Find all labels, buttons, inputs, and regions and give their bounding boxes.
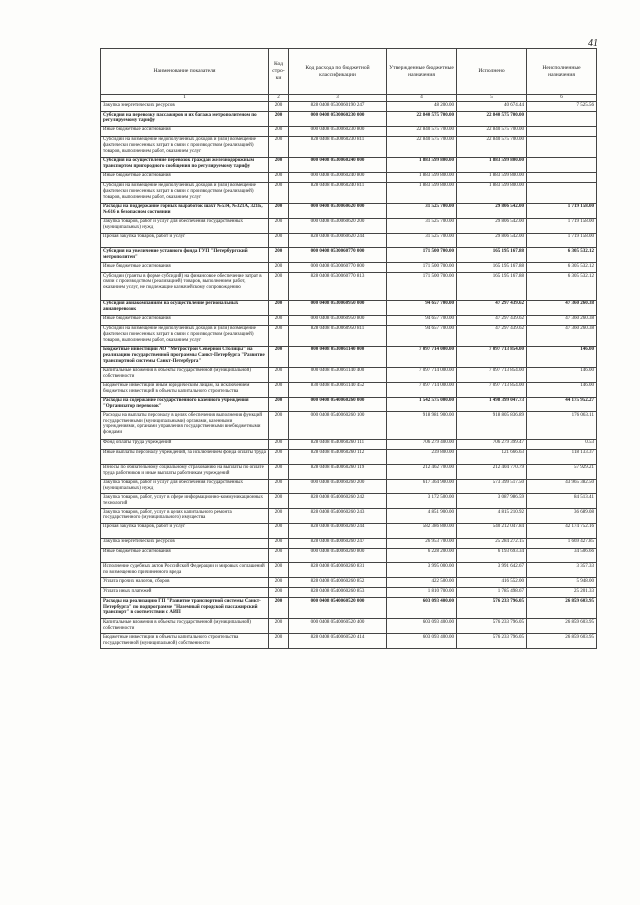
table-row — [101, 136, 597, 157]
cell-executed: 3 991 642.67 — [457, 563, 527, 578]
cell-budget-code: 828 0408 0540060520 414 — [289, 634, 387, 649]
cell-name: Субсидии на возмещение недополученных доходов и (или) возмещение фактически понесенных затрат в связи с производством (реализацией) товаров, выполнением работ, оказанием услуг — [101, 136, 269, 157]
cell-row-code: 200 — [269, 136, 289, 157]
cell-approved: 706 279 400.00 — [387, 439, 457, 449]
cell-budget-code: 000 0408 0540060260 800 — [289, 548, 387, 563]
cell-unexecuted: 118 133.37 — [527, 449, 597, 464]
cell-row-code: 200 — [269, 479, 289, 494]
cell-executed: 1 883 599 800.00 — [457, 157, 527, 172]
cell-budget-code: 000 0408 0530060240 000 — [289, 157, 387, 172]
table-row — [101, 325, 597, 346]
table-row — [101, 619, 597, 634]
cell-executed: 1 883 599 800.00 — [457, 182, 527, 203]
cell-budget-code: 828 0408 0540060260 852 — [289, 578, 387, 588]
cell-unexecuted: 36 689.08 — [527, 509, 597, 524]
cell-row-code: 200 — [269, 346, 289, 367]
cell-row-code: 200 — [269, 464, 289, 479]
cell-unexecuted: 25 201.33 — [527, 588, 597, 598]
table-row — [101, 182, 597, 203]
cell-name: Прочая закупка товаров, работ и услуг — [101, 523, 269, 538]
cell-budget-code: 828 0408 0540060260 853 — [289, 588, 387, 598]
table-row — [101, 248, 597, 263]
cell-row-code: 200 — [269, 248, 289, 263]
table-header-row — [101, 49, 597, 95]
cell-executed: 4 815 210.92 — [457, 509, 527, 524]
cell-approved: 6 228 200.00 — [387, 548, 457, 563]
cell-row-code: 200 — [269, 203, 289, 218]
cell-name: Фонд оплаты труда учреждений — [101, 439, 269, 449]
cell-approved: 31 525 700.00 — [387, 218, 457, 233]
cell-approved: 603 093 400.00 — [387, 634, 457, 649]
cell-budget-code: 000 0408 0530060230 800 — [289, 126, 387, 136]
cell-budget-code: 828 0408 0540060260 119 — [289, 464, 387, 479]
cell-approved: 239 800.00 — [387, 449, 457, 464]
cell-approved: 3 172 500.00 — [387, 494, 457, 509]
cell-name: Капитальные вложения в объекты государственной (муниципальной) собственности — [101, 367, 269, 382]
table-row — [101, 172, 597, 182]
cell-row-code: 200 — [269, 548, 289, 563]
table-row — [101, 598, 597, 619]
table-row — [101, 218, 597, 233]
cell-name: Субсидии (гранты в форме субсидий) на финансовое обеспечение затрат в связи с производством (реализацией) товаров, выполнением работ, оказанием услуг, не подлежащие казначейскому сопровождению — [101, 273, 269, 301]
cell-unexecuted: 5 948.00 — [527, 578, 597, 588]
cell-budget-code: 828 0408 0530060770 813 — [289, 273, 387, 301]
cell-approved: 1 883 599 800.00 — [387, 172, 457, 182]
cell-executed: 576 233 796.05 — [457, 634, 527, 649]
table-row — [101, 588, 597, 598]
table-row — [101, 412, 597, 440]
cell-approved: 7 097 714 000.00 — [387, 382, 457, 397]
cell-budget-code: 000 0408 0530060620 200 — [289, 218, 387, 233]
cell-executed: 165 195 167.88 — [457, 273, 527, 301]
cell-name: Иные бюджетные ассигнования — [101, 126, 269, 136]
cell-row-code: 200 — [269, 449, 289, 464]
cell-approved: 26 953 700.00 — [387, 538, 457, 548]
table-row — [101, 563, 597, 578]
cell-budget-code: 000 0408 0530060950 000 — [289, 300, 387, 315]
cell-name: Субсидия на увеличение уставного фонда ГУП "Петербургский метрополитен" — [101, 248, 269, 263]
cell-unexecuted: 0.53 — [527, 439, 597, 449]
table-row — [101, 449, 597, 464]
cell-row-code: 200 — [269, 367, 289, 382]
cell-unexecuted: 6 305 532.12 — [527, 273, 597, 301]
cell-executed: 576 233 796.05 — [457, 598, 527, 619]
cell-budget-code: 000 0408 0530060770 800 — [289, 263, 387, 273]
cell-approved: 22 840 575 700.00 — [387, 126, 457, 136]
cell-budget-code: 828 0408 0530060230 811 — [289, 136, 387, 157]
cell-executed: 47 297 439.62 — [457, 325, 527, 346]
cell-executed: 540 212 047.84 — [457, 523, 527, 538]
header-executed: Исполнено — [457, 49, 527, 95]
cell-budget-code: 828 0408 0540060260 242 — [289, 494, 387, 509]
cell-executed: 1 785 498.67 — [457, 588, 527, 598]
cell-unexecuted: 146.00 — [527, 367, 597, 382]
cell-name: Закупка энергетических ресурсов — [101, 538, 269, 548]
cell-unexecuted — [527, 157, 597, 172]
cell-approved: 1 883 599 800.00 — [387, 157, 457, 172]
table-row — [101, 346, 597, 367]
cell-row-code: 200 — [269, 578, 289, 588]
cell-executed: 1 883 599 800.00 — [457, 172, 527, 182]
cell-unexecuted — [527, 182, 597, 203]
cell-executed: 29 806 542.00 — [457, 233, 527, 248]
cell-unexecuted: 26 859 603.95 — [527, 634, 597, 649]
cell-row-code: 200 — [269, 172, 289, 182]
cell-budget-code: 000 0408 0530061140 000 — [289, 346, 387, 367]
cell-unexecuted: 176 063.11 — [527, 412, 597, 440]
cell-unexecuted: 26 859 603.95 — [527, 598, 597, 619]
cell-executed: 7 097 713 854.00 — [457, 382, 527, 397]
table-row — [101, 273, 597, 301]
cell-unexecuted: 6 305 532.12 — [527, 248, 597, 263]
cell-row-code: 200 — [269, 218, 289, 233]
cell-row-code: 200 — [269, 563, 289, 578]
cell-executed: 22 840 575 700.00 — [457, 136, 527, 157]
header-approved: Утвержденные бюджетные назначения — [387, 49, 457, 95]
cell-unexecuted: 47 360 260.38 — [527, 300, 597, 315]
cell-unexecuted: 1 719 158.00 — [527, 203, 597, 218]
table-row — [101, 464, 597, 479]
cell-budget-code: 000 0408 0530060230 000 — [289, 112, 387, 127]
table-row — [101, 397, 597, 412]
cell-unexecuted: 3 357.33 — [527, 563, 597, 578]
table-row — [101, 157, 597, 172]
cell-row-code: 200 — [269, 157, 289, 172]
cell-budget-code: 000 0408 0540060520 000 — [289, 598, 387, 619]
cell-approved: 918 981 900.00 — [387, 412, 457, 440]
cell-unexecuted: 44 175 952.27 — [527, 397, 597, 412]
cell-name: Закупка товаров, работ и услуг для обеспечения государственных (муниципальных) нужд — [101, 479, 269, 494]
cell-budget-code: 000 0408 0540060520 400 — [289, 619, 387, 634]
cell-unexecuted: 1 719 158.00 — [527, 233, 597, 248]
cell-unexecuted — [527, 112, 597, 127]
cell-executed: 3 087 986.59 — [457, 494, 527, 509]
cell-executed: 47 297 439.62 — [457, 300, 527, 315]
cell-unexecuted: 42 174 752.16 — [527, 523, 597, 538]
cell-name: Исполнение судебных актов Российской Федерации и мировых соглашений по возмещению причиненного вреда — [101, 563, 269, 578]
cell-approved: 7 097 714 000.00 — [387, 346, 457, 367]
cell-name: Расходы на выплаты персоналу в целях обеспечения выполнения функций государственными (муниципальными) органами, казенными учреждениями, органами управления государственными внебюджетными фондами — [101, 412, 269, 440]
cell-row-code: 200 — [269, 588, 289, 598]
page-number: 41 — [588, 38, 598, 49]
cell-executed: 121 666.63 — [457, 449, 527, 464]
cell-executed: 7 097 713 854.00 — [457, 367, 527, 382]
cell-row-code: 200 — [269, 300, 289, 315]
cell-executed: 1 498 399 047.73 — [457, 397, 527, 412]
cell-approved: 31 525 700.00 — [387, 203, 457, 218]
cell-executed: 25 284 272.15 — [457, 538, 527, 548]
table-row — [101, 494, 597, 509]
cell-budget-code: 000 0408 0540060260 000 — [289, 397, 387, 412]
cell-approved: 603 093 400.00 — [387, 619, 457, 634]
cell-unexecuted: 34 506.66 — [527, 548, 597, 563]
cell-name: Расходы на реализацию ГП "Развитие транспортной системы Санкт-Петербурга" по подпрограмме "Наземный городской пассажирский транспорт" в соответствии с АИП — [101, 598, 269, 619]
cell-unexecuted: 26 859 603.95 — [527, 619, 597, 634]
table-row — [101, 300, 597, 315]
column-number-row — [101, 95, 597, 102]
cell-budget-code: 000 0408 0530060770 000 — [289, 248, 387, 263]
cell-executed: 29 806 542.00 — [457, 218, 527, 233]
cell-approved: 7 097 714 000.00 — [387, 367, 457, 382]
cell-name: Уплата прочих налогов, сборов — [101, 578, 269, 588]
cell-name: Бюджетные инвестиции в объекты капитального строительства государственной (муниципальной) собственности — [101, 634, 269, 649]
cell-budget-code: 830 0408 0530061140 452 — [289, 382, 387, 397]
cell-name: Субсидия авиакомпаниям на осуществление региональных авиаперевозок — [101, 300, 269, 315]
table-row — [101, 578, 597, 588]
table-row — [101, 203, 597, 218]
cell-name: Взносы по обязательному социальному страхованию на выплаты по оплате труда работников и иные выплаты работникам учреждений — [101, 464, 269, 479]
cell-name: Иные бюджетные ассигнования — [101, 548, 269, 563]
cell-budget-code: 828 0408 0540060260 831 — [289, 563, 387, 578]
cell-budget-code: 000 0408 0540060260 200 — [289, 479, 387, 494]
cell-row-code: 200 — [269, 102, 289, 112]
column-number: 4 — [387, 95, 457, 102]
cell-executed: 416 552.00 — [457, 578, 527, 588]
cell-row-code: 200 — [269, 598, 289, 619]
cell-executed: 165 195 167.88 — [457, 248, 527, 263]
cell-approved: 212 462 700.00 — [387, 464, 457, 479]
cell-name: Бюджетные инвестиции иным юридическим лицам, за исключением бюджетных инвестиций в объекты капитального строительства — [101, 382, 269, 397]
cell-executed: 706 279 399.47 — [457, 439, 527, 449]
cell-budget-code: 000 0408 0530060950 800 — [289, 315, 387, 325]
cell-approved: 31 525 700.00 — [387, 233, 457, 248]
table-row — [101, 367, 597, 382]
cell-unexecuted: 47 360 260.38 — [527, 325, 597, 346]
cell-executed: 22 840 575 700.00 — [457, 126, 527, 136]
cell-row-code: 200 — [269, 263, 289, 273]
cell-unexecuted: 1 669 427.85 — [527, 538, 597, 548]
cell-approved: 1 883 599 800.00 — [387, 182, 457, 203]
cell-unexecuted — [527, 126, 597, 136]
cell-name: Уплата иных платежей — [101, 588, 269, 598]
header-row-code: Код стро-ки — [269, 49, 289, 95]
cell-executed: 29 806 542.00 — [457, 203, 527, 218]
table-row — [101, 382, 597, 397]
cell-approved: 94 657 700.00 — [387, 315, 457, 325]
cell-approved: 22 840 575 700.00 — [387, 136, 457, 157]
cell-executed: 7 097 713 854.00 — [457, 346, 527, 367]
column-number: 1 — [101, 95, 269, 102]
cell-unexecuted: 43 965 382.50 — [527, 479, 597, 494]
cell-executed: 918 805 836.89 — [457, 412, 527, 440]
cell-row-code: 200 — [269, 439, 289, 449]
cell-unexecuted: 6 305 532.12 — [527, 263, 597, 273]
cell-unexecuted: 84 513.41 — [527, 494, 597, 509]
cell-row-code: 200 — [269, 112, 289, 127]
cell-name: Закупка энергетических ресурсов — [101, 102, 269, 112]
budget-execution-table — [100, 48, 597, 649]
cell-budget-code: 828 0408 0530060950 811 — [289, 325, 387, 346]
cell-approved: 1 542 575 000.00 — [387, 397, 457, 412]
cell-name: Закупка товаров, работ и услуг для обеспечения государственных (муниципальных) нужд — [101, 218, 269, 233]
cell-row-code: 200 — [269, 397, 289, 412]
cell-executed: 576 233 796.05 — [457, 619, 527, 634]
cell-row-code: 200 — [269, 634, 289, 649]
column-number: 3 — [289, 95, 387, 102]
cell-row-code: 200 — [269, 273, 289, 301]
cell-name: Субсидия на перевозку пассажиров и их багажа метрополитеном по регулируемому тарифу — [101, 112, 269, 127]
table-row — [101, 479, 597, 494]
cell-approved: 1 810 700.00 — [387, 588, 457, 598]
cell-executed: 165 195 167.88 — [457, 263, 527, 273]
cell-budget-code: 828 0408 0540060260 243 — [289, 509, 387, 524]
cell-unexecuted: 47 360 260.38 — [527, 315, 597, 325]
cell-name: Иные бюджетные ассигнования — [101, 263, 269, 273]
cell-unexecuted — [527, 136, 597, 157]
column-number: 6 — [527, 95, 597, 102]
cell-executed: 47 297 439.62 — [457, 315, 527, 325]
cell-name: Иные выплаты персоналу учреждений, за исключением фонда оплаты труда — [101, 449, 269, 464]
cell-row-code: 200 — [269, 412, 289, 440]
cell-unexecuted: 7 525.56 — [527, 102, 597, 112]
cell-name: Капитальные вложения в объекты государственной (муниципальной) собственности — [101, 619, 269, 634]
cell-row-code: 200 — [269, 494, 289, 509]
table-row — [101, 263, 597, 273]
header-budget-code: Код расхода по бюджетной классификации — [289, 49, 387, 95]
table-row — [101, 509, 597, 524]
cell-approved: 603 093 400.00 — [387, 598, 457, 619]
cell-executed: 40 674.44 — [457, 102, 527, 112]
cell-budget-code: 000 0408 0530060620 000 — [289, 203, 387, 218]
cell-executed: 22 840 575 700.00 — [457, 112, 527, 127]
table-row — [101, 126, 597, 136]
table-row — [101, 439, 597, 449]
cell-budget-code: 828 0408 0540060260 111 — [289, 439, 387, 449]
cell-budget-code: 828 0408 0530060240 811 — [289, 182, 387, 203]
cell-name: Бюджетные инвестиции АО "Метрострой Северной Столицы" на реализацию государственной программы Санкт-Петербурга "Развитие транспортной системы Санкт-Петербурга" — [101, 346, 269, 367]
cell-budget-code: 000 0408 0540060260 100 — [289, 412, 387, 440]
cell-name: Иные бюджетные ассигнования — [101, 172, 269, 182]
table-row — [101, 233, 597, 248]
cell-budget-code: 000 0408 0530060240 800 — [289, 172, 387, 182]
table-row — [101, 634, 597, 649]
cell-approved: 171 500 700.00 — [387, 248, 457, 263]
cell-executed: 6 193 693.34 — [457, 548, 527, 563]
cell-approved: 171 500 700.00 — [387, 273, 457, 301]
table-row — [101, 315, 597, 325]
cell-approved: 617 364 900.00 — [387, 479, 457, 494]
cell-approved: 94 657 700.00 — [387, 325, 457, 346]
cell-unexecuted — [527, 172, 597, 182]
cell-name: Прочая закупка товаров, работ и услуг — [101, 233, 269, 248]
cell-approved: 4 851 900.00 — [387, 509, 457, 524]
cell-unexecuted: 146.00 — [527, 346, 597, 367]
table-row — [101, 102, 597, 112]
cell-name: Иные бюджетные ассигнования — [101, 315, 269, 325]
cell-name: Субсидия на осуществление перевозок граждан железнодорожным транспортом пригородного сообщения по регулируемому тарифу — [101, 157, 269, 172]
column-number: 2 — [269, 95, 289, 102]
cell-unexecuted: 1 719 158.00 — [527, 218, 597, 233]
cell-row-code: 200 — [269, 382, 289, 397]
header-unexecuted: Неисполненные назначения — [527, 49, 597, 95]
cell-row-code: 200 — [269, 233, 289, 248]
cell-budget-code: 828 0408 0540060260 247 — [289, 538, 387, 548]
cell-approved: 171 500 700.00 — [387, 263, 457, 273]
table-row — [101, 112, 597, 127]
cell-executed: 573 399 517.50 — [457, 479, 527, 494]
cell-unexecuted: 57 929.21 — [527, 464, 597, 479]
cell-name: Субсидии на возмещение недополученных доходов и (или) возмещение фактически понесенных затрат в связи с производством (реализацией) товаров, выполнением работ, оказанием услуг — [101, 325, 269, 346]
table-body — [101, 102, 597, 649]
cell-approved: 3 995 000.00 — [387, 563, 457, 578]
cell-budget-code: 828 0408 0540060260 112 — [289, 449, 387, 464]
cell-name: Закупка товаров, работ, услуг в сфере информационно-коммуникационных технологий — [101, 494, 269, 509]
header-name: Наименование показателя — [101, 49, 269, 95]
cell-budget-code: 828 0408 0530060190 247 — [289, 102, 387, 112]
cell-budget-code: 000 0408 0530061140 400 — [289, 367, 387, 382]
column-number: 5 — [457, 95, 527, 102]
cell-name: Закупка товаров, работ, услуг в целях капитального ремонта государственного (муниципального) имущества — [101, 509, 269, 524]
cell-approved: 582 386 800.00 — [387, 523, 457, 538]
cell-row-code: 200 — [269, 509, 289, 524]
cell-row-code: 200 — [269, 523, 289, 538]
cell-name: Расходы на поддержание горных выработок шахт №534, №321А, 321Б, №616 в безопасном состоянии — [101, 203, 269, 218]
cell-approved: 22 840 575 700.00 — [387, 112, 457, 127]
cell-row-code: 200 — [269, 619, 289, 634]
cell-row-code: 200 — [269, 182, 289, 203]
table-row — [101, 523, 597, 538]
table-row — [101, 548, 597, 563]
cell-unexecuted: 146.00 — [527, 382, 597, 397]
cell-row-code: 200 — [269, 315, 289, 325]
cell-row-code: 200 — [269, 538, 289, 548]
cell-budget-code: 828 0408 0540060260 244 — [289, 523, 387, 538]
cell-row-code: 200 — [269, 126, 289, 136]
cell-executed: 212 404 770.79 — [457, 464, 527, 479]
cell-name: Субсидии на возмещение недополученных доходов и (или) возмещение фактически понесенных затрат в связи с производством (реализацией) товаров, выполнением работ, оказанием услуг — [101, 182, 269, 203]
cell-row-code: 200 — [269, 325, 289, 346]
cell-approved: 48 200.00 — [387, 102, 457, 112]
cell-budget-code: 828 0408 0530060620 244 — [289, 233, 387, 248]
cell-name: Расходы на содержание государственного казенного учреждения "Организатор перевозок" — [101, 397, 269, 412]
cell-approved: 94 657 700.00 — [387, 300, 457, 315]
table-row — [101, 538, 597, 548]
cell-approved: 422 500.00 — [387, 578, 457, 588]
